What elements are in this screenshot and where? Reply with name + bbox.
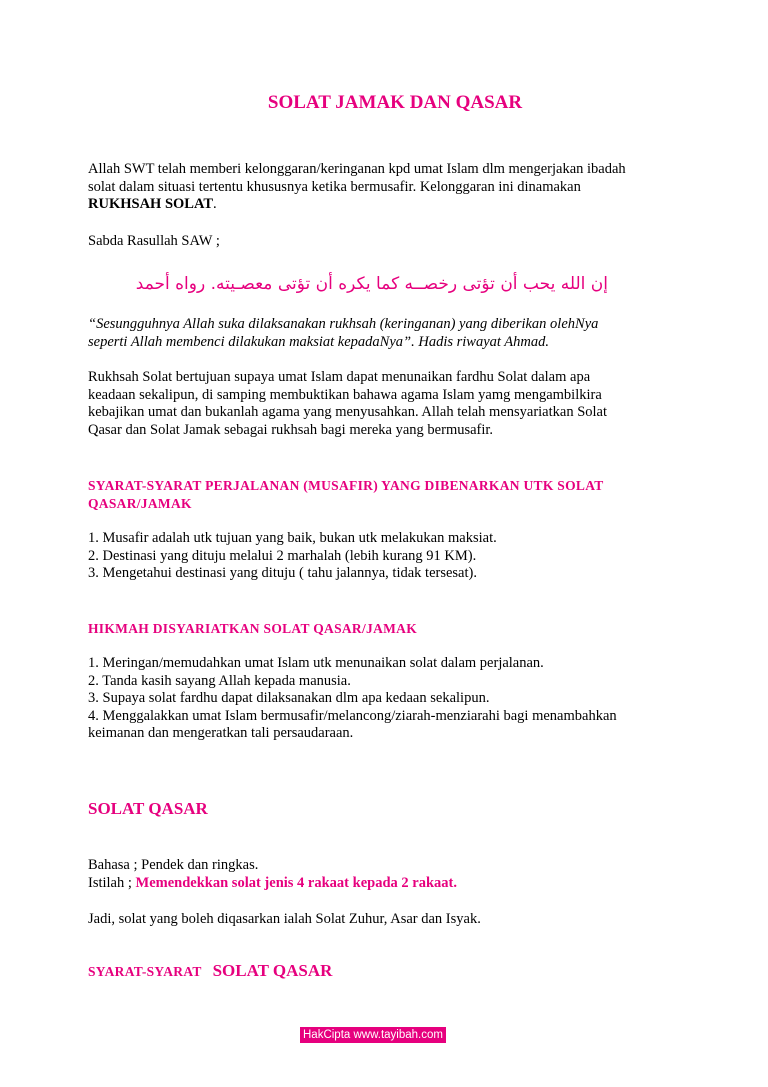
hadith-translation <box>88 316 688 351</box>
heading-line-1: SYARAT-SYARAT PERJALANAN (MUSAFIR) YANG DIBENARKAN UTK SOLAT <box>88 478 604 493</box>
translation-line-1: “Sesungguhnya Allah suka dilaksanakan rukhsah (keringanan) yang diberikan olehNya <box>88 316 599 332</box>
syarat-qasar-part-2: SOLAT QASAR <box>212 961 333 980</box>
syarat-qasar-heading <box>88 962 688 982</box>
jadi-line: Jadi, solat yang boleh diqasarkan ialah Solat Zuhur, Asar dan Isyak. <box>88 911 481 927</box>
syarat-perjalanan-list <box>88 530 688 583</box>
translation-line-2: seperti Allah membenci dilakukan maksiat kepadaNya”. Hadis riwayat Ahmad. <box>88 333 549 350</box>
intro-paragraph <box>88 161 688 214</box>
list-item: 3. Mengetahui destinasi yang dituju ( tahu jalannya, tidak tersesat). <box>88 565 477 581</box>
intro-line-3 <box>88 196 688 214</box>
purpose-line: Rukhsah Solat bertujuan supaya umat Islam dapat menunaikan fardhu Solat dalam apa <box>88 369 591 385</box>
hikmah-list <box>88 655 688 743</box>
page-title: SOLAT JAMAK DAN QASAR <box>267 92 523 113</box>
intro-line-1: Allah SWT telah memberi kelonggaran/keringanan kpd umat Islam dlm mengerjakan ibadah <box>88 161 626 177</box>
heading-line-2: QASAR/JAMAK <box>88 495 192 511</box>
rukhsah-term: RUKHSAH SOLAT <box>88 196 214 212</box>
copyright-footer: HakCipta www.tayibah.com <box>300 1027 446 1043</box>
list-item: 1. Musafir adalah utk tujuan yang baik, bukan utk melakukan maksiat. <box>88 530 497 546</box>
list-item: 3. Supaya solat fardhu dapat dilaksanakan dlm apa kedaan sekalipun. <box>88 690 490 706</box>
list-item: 1. Meringan/memudahkan umat Islam utk menunaikan solat dalam perjalanan. <box>88 655 544 671</box>
list-item: 2. Destinasi yang dituju melalui 2 marhalah (lebih kurang 91 KM). <box>88 547 477 564</box>
solat-qasar-heading: SOLAT QASAR <box>88 799 208 818</box>
intro-term-end: . <box>213 196 217 212</box>
purpose-line: kebajikan umat dan bukanlah agama yang menyusahkan. Allah telah mensyariatkan Solat <box>88 404 608 420</box>
syarat-qasar-part-1: SYARAT-SYARAT <box>88 964 202 979</box>
list-item: 4. Menggalakkan umat Islam bermusafir/melancong/ziarah-menziarahi bagi menambahkan <box>88 707 617 724</box>
list-item: 2. Tanda kasih sayang Allah kepada manusia. <box>88 672 351 689</box>
hikmah-heading: HIKMAH DISYARIATKAN SOLAT QASAR/JAMAK <box>88 621 418 636</box>
purpose-paragraph <box>88 369 688 439</box>
istilah-label: Istilah ; <box>88 874 132 891</box>
solat-qasar-definition <box>88 857 688 892</box>
list-item: keimanan dan mengeratkan tali persaudaraan. <box>88 725 354 741</box>
bahasa-line: Bahasa ; Pendek dan ringkas. <box>88 857 259 873</box>
intro-line-2: solat dalam situasi tertentu khususnya ketika bermusafir. Kelonggaran ini dinamakan <box>88 178 581 195</box>
purpose-line: Qasar dan Solat Jamak sebagai rukhsah bagi mereka yang bermusafir. <box>88 421 494 438</box>
istilah-line <box>88 875 688 893</box>
syarat-perjalanan-heading <box>88 477 688 512</box>
purpose-line: keadaan sekalipun, di samping membuktikan bahawa agama Islam yamg mengambilkira <box>88 386 602 403</box>
istilah-value: Memendekkan solat jenis 4 rakaat kepada 2 rakaat. <box>135 874 457 891</box>
arabic-hadith: إن الله يحب أن تؤتى رخصــه كما يكره أن تؤتى معصـيته. رواه أحمد <box>135 274 608 294</box>
sabda-line: Sabda Rasullah SAW ; <box>88 233 220 249</box>
